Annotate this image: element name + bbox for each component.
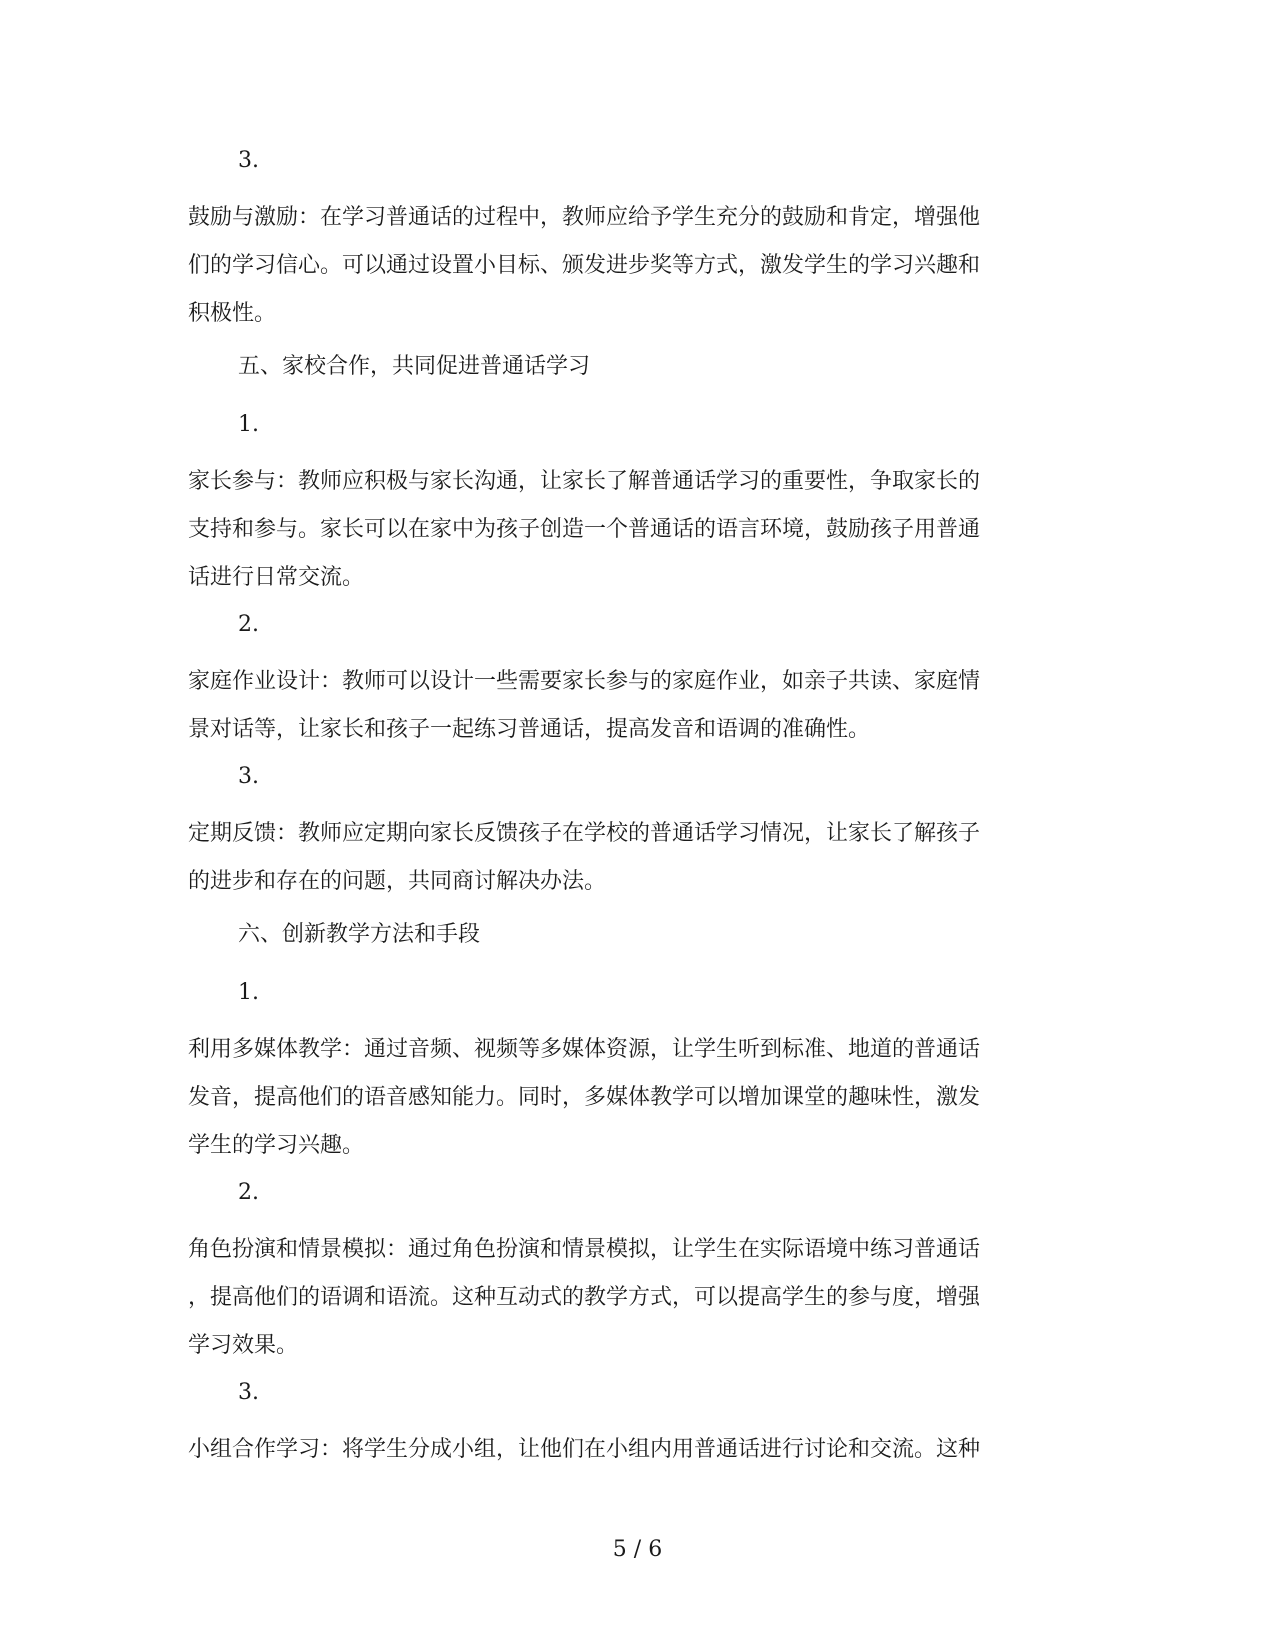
paragraph-line: 角色扮演和情景模拟：通过角色扮演和情景模拟，让学生在实际语境中练习普通话 [188, 1237, 981, 1262]
paragraph [188, 458, 1088, 602]
paragraph-line: 话进行日常交流。 [188, 565, 365, 590]
paragraph-line: 学习效果。 [188, 1333, 299, 1358]
paragraph-line: 鼓励与激励：在学习普通话的过程中，教师应给予学生充分的鼓励和肯定，增强他 [188, 205, 981, 230]
list-number: 3. [238, 764, 259, 789]
section-heading: 六、创新教学方法和手段 [238, 922, 481, 947]
paragraph-line: 家长参与：教师应积极与家长沟通，让家长了解普通话学习的重要性，争取家长的 [188, 469, 981, 494]
document-body [188, 146, 1088, 1482]
list-number: 2. [238, 612, 259, 637]
list-number: 3. [238, 1380, 259, 1405]
paragraph [188, 1226, 1088, 1370]
list-number: 1. [238, 980, 259, 1005]
paragraph [188, 810, 1088, 906]
list-number: 3. [238, 148, 259, 173]
paragraph-line: 定期反馈：教师应定期向家长反馈孩子在学校的普通话学习情况，让家长了解孩子 [188, 821, 981, 846]
paragraph-line: 家庭作业设计：教师可以设计一些需要家长参与的家庭作业，如亲子共读、家庭情 [188, 669, 981, 694]
paragraph [188, 1026, 1088, 1170]
paragraph-line: ，提高他们的语调和语流。这种互动式的教学方式，可以提高学生的参与度，增强 [188, 1285, 981, 1310]
page-number: 5 / 6 [612, 1537, 663, 1562]
paragraph [188, 194, 1088, 338]
paragraph-line: 发音，提高他们的语音感知能力。同时，多媒体教学可以增加课堂的趣味性，激发 [188, 1085, 981, 1110]
paragraph [188, 1426, 1088, 1474]
paragraph-line: 们的学习信心。可以通过设置小目标、颁发进步奖等方式，激发学生的学习兴趣和 [188, 253, 981, 278]
list-number: 1. [238, 412, 259, 437]
paragraph-line: 积极性。 [188, 301, 277, 326]
paragraph-line: 小组合作学习：将学生分成小组，让他们在小组内用普通话进行讨论和交流。这种 [188, 1437, 981, 1462]
list-number: 2. [238, 1180, 259, 1205]
paragraph-line: 学生的学习兴趣。 [188, 1133, 365, 1158]
paragraph-line: 的进步和存在的问题，共同商讨解决办法。 [188, 869, 607, 894]
paragraph-line: 支持和参与。家长可以在家中为孩子创造一个普通话的语言环境，鼓励孩子用普通 [188, 517, 981, 542]
section-heading: 五、家校合作，共同促进普通话学习 [238, 354, 591, 379]
paragraph [188, 658, 1088, 754]
paragraph-line: 景对话等，让家长和孩子一起练习普通话，提高发音和语调的准确性。 [188, 717, 871, 742]
paragraph-line: 利用多媒体教学：通过音频、视频等多媒体资源，让学生听到标准、地道的普通话 [188, 1037, 981, 1062]
